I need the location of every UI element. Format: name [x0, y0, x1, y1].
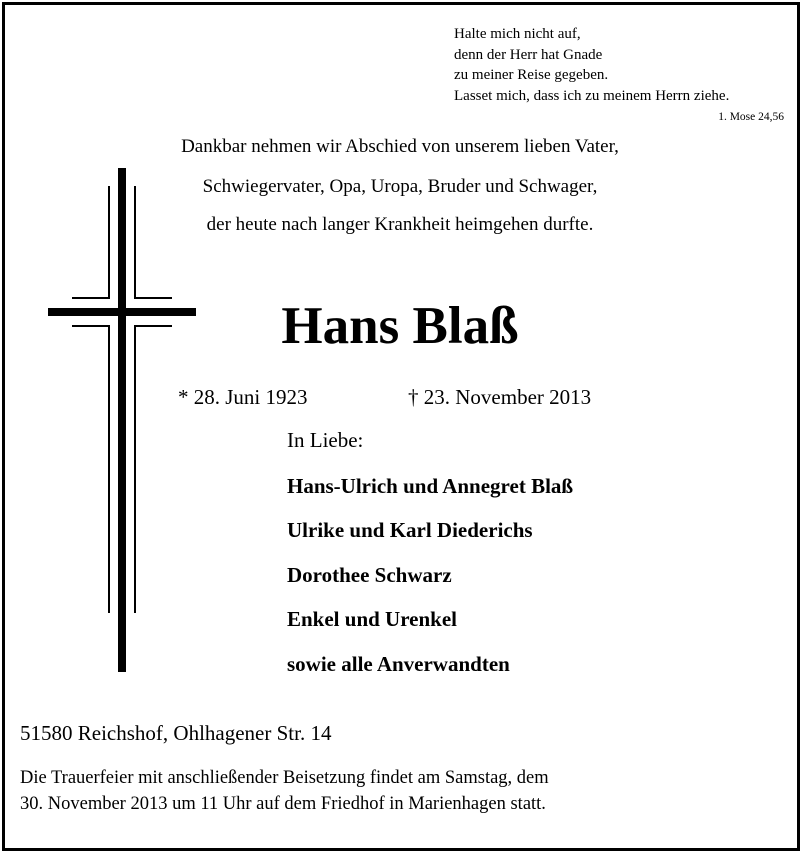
mourner-name: Hans-Ulrich und Annegret Blaß [287, 474, 574, 498]
funeral-line: Die Trauerfeier mit anschließender Beisetzung findet am Samstag, dem [20, 768, 549, 788]
mourners-heading: In Liebe: [287, 428, 364, 452]
intro-line: der heute nach langer Krankheit heimgehen durfte. [206, 214, 594, 235]
death-date: † 23. November 2013 [408, 385, 592, 409]
intro-line: Schwiegervater, Opa, Uropa, Bruder und Schwager, [202, 176, 598, 197]
intro-line: Dankbar nehmen wir Abschied von unserem lieben Vater, [181, 136, 619, 157]
birth-date: * 28. Juni 1923 [178, 385, 308, 409]
mourner-name: Dorothee Schwarz [287, 563, 452, 587]
funeral-info [20, 765, 549, 817]
mourner-name: Ulrike und Karl Diederichs [287, 518, 533, 542]
funeral-line: 30. November 2013 um 11 Uhr auf dem Friedhof in Marienhagen statt. [20, 794, 546, 814]
family-address: 51580 Reichshof, Ohlhagener Str. 14 [20, 721, 332, 745]
verse-reference: 1. Mose 24,56 [718, 111, 784, 123]
verse-line: denn der Herr hat Gnade [454, 46, 603, 63]
verse-line: Halte mich nicht auf, [454, 26, 581, 42]
mourner-name: sowie alle Anverwandten [287, 652, 510, 676]
deceased-name: Hans Blaß [281, 297, 519, 355]
latin-cross-icon [48, 168, 196, 672]
bible-verse [454, 24, 729, 106]
mourner-name: Enkel und Urenkel [287, 607, 457, 631]
verse-line: zu meiner Reise gegeben. [454, 67, 609, 83]
verse-line: Lasset mich, dass ich zu meinem Herrn ziehe. [454, 87, 730, 104]
